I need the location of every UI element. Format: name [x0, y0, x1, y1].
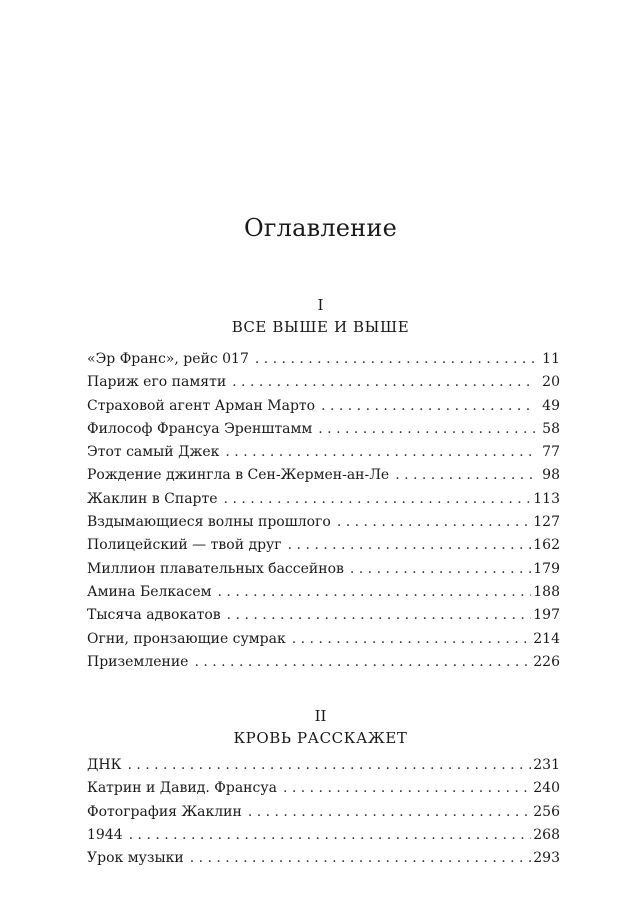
dot-leader [395, 464, 536, 487]
toc-entry-page: 49 [542, 397, 560, 414]
dot-leader [350, 558, 531, 581]
toc-entry-title: Урок музыки [87, 850, 184, 867]
toc-entry[interactable] [87, 558, 560, 581]
toc-entry-page: 127 [533, 514, 560, 531]
dot-leader [194, 651, 531, 674]
dot-leader [283, 777, 531, 800]
toc-entry-page: 113 [533, 490, 560, 507]
toc-entry[interactable] [87, 464, 560, 487]
toc-entry[interactable] [87, 754, 560, 777]
toc-entry-page: 226 [533, 653, 560, 670]
dot-leader [321, 395, 536, 418]
toc-list [87, 754, 560, 870]
toc-entry[interactable] [87, 847, 560, 870]
toc-entry[interactable] [87, 441, 560, 464]
toc-entry-title: Вздымающиеся волны прошлого [87, 514, 331, 531]
toc-entry-page: 256 [533, 803, 560, 820]
dot-leader [129, 824, 532, 847]
toc-entry-page: 188 [533, 583, 560, 600]
dot-leader [218, 581, 532, 604]
toc-entry-page: 240 [533, 780, 560, 797]
toc-entry[interactable] [87, 801, 560, 824]
toc-entry-page: 77 [542, 444, 560, 461]
part-title: КРОВЬ РАССКАЖЕТ [233, 729, 408, 747]
toc-entry-page: 11 [542, 351, 560, 367]
toc-entry-title: 1944 [87, 826, 123, 843]
toc-entry[interactable] [87, 651, 560, 674]
dot-leader [318, 418, 536, 441]
dot-leader [337, 511, 531, 534]
toc-entry-title: Страховой агент Арман Марто [87, 397, 316, 414]
toc-entry[interactable] [87, 824, 560, 847]
toc-entry[interactable] [87, 371, 560, 394]
dot-leader [225, 441, 536, 464]
toc-entry-title: Огни, пронзающие сумрак [87, 630, 286, 647]
toc-entry-page: 162 [533, 537, 560, 554]
toc-entry-page: 293 [533, 850, 560, 867]
dot-leader [227, 604, 532, 627]
toc-entry-page: 20 [542, 374, 560, 391]
dot-leader [232, 371, 536, 394]
part-header [0, 296, 641, 336]
toc-entry[interactable] [87, 488, 560, 511]
toc-entry-title: Жаклин в Спарте [87, 490, 218, 507]
toc-entry-title: Миллион плавательных бассейнов [87, 560, 344, 577]
toc-entry-title: Катрин и Давид. Франсуа [87, 780, 277, 797]
part-header [0, 707, 641, 747]
dot-leader [190, 847, 532, 870]
part-number: I [317, 296, 324, 314]
toc-entry-title: Приземление [87, 653, 189, 670]
toc-entry-title: Этот самый Джек [87, 444, 220, 461]
toc-entry[interactable] [87, 395, 560, 418]
toc-entry-title: Философ Франсуа Эренштамм [87, 420, 313, 437]
toc-entry-title: «Эр Франс», рейс 017 [87, 351, 249, 367]
dot-leader [224, 488, 532, 511]
toc-entry-title: ДНК [87, 757, 122, 773]
part-title: ВСЕ ВЫШЕ И ВЫШЕ [231, 318, 410, 336]
toc-entry-page: 197 [533, 607, 560, 624]
dot-leader [248, 801, 531, 824]
toc-entry[interactable] [87, 418, 560, 441]
dot-leader [292, 628, 532, 651]
toc-entry[interactable] [87, 628, 560, 651]
page-title: Оглавление [244, 214, 397, 242]
toc-entry-page: 231 [533, 757, 560, 773]
toc-entry[interactable] [87, 777, 560, 800]
toc-entry-page: 98 [542, 467, 560, 484]
dot-leader [288, 534, 532, 557]
toc-entry[interactable] [87, 348, 560, 371]
toc-entry-page: 214 [533, 630, 560, 647]
toc-entry[interactable] [87, 534, 560, 557]
toc-entry-title: Фотография Жаклин [87, 803, 242, 820]
toc-list [87, 348, 560, 674]
part-number: II [314, 707, 327, 725]
toc-entry-page: 58 [542, 420, 560, 437]
toc-entry[interactable] [87, 604, 560, 627]
toc-entry-title: Рождение джингла в Сен-Жермен-ан-Ле [87, 467, 390, 484]
toc-entry-title: Париж его памяти [87, 374, 227, 391]
toc-entry-title: Полицейский — твой друг [87, 537, 282, 554]
dot-leader [255, 348, 536, 371]
toc-entry[interactable] [87, 511, 560, 534]
dot-leader [127, 754, 531, 777]
toc-entry-page: 268 [533, 826, 560, 843]
toc-entry-page: 179 [533, 560, 560, 577]
toc-entry-title: Тысяча адвокатов [87, 607, 221, 624]
toc-entry[interactable] [87, 581, 560, 604]
toc-entry-title: Амина Белкасем [87, 583, 212, 600]
